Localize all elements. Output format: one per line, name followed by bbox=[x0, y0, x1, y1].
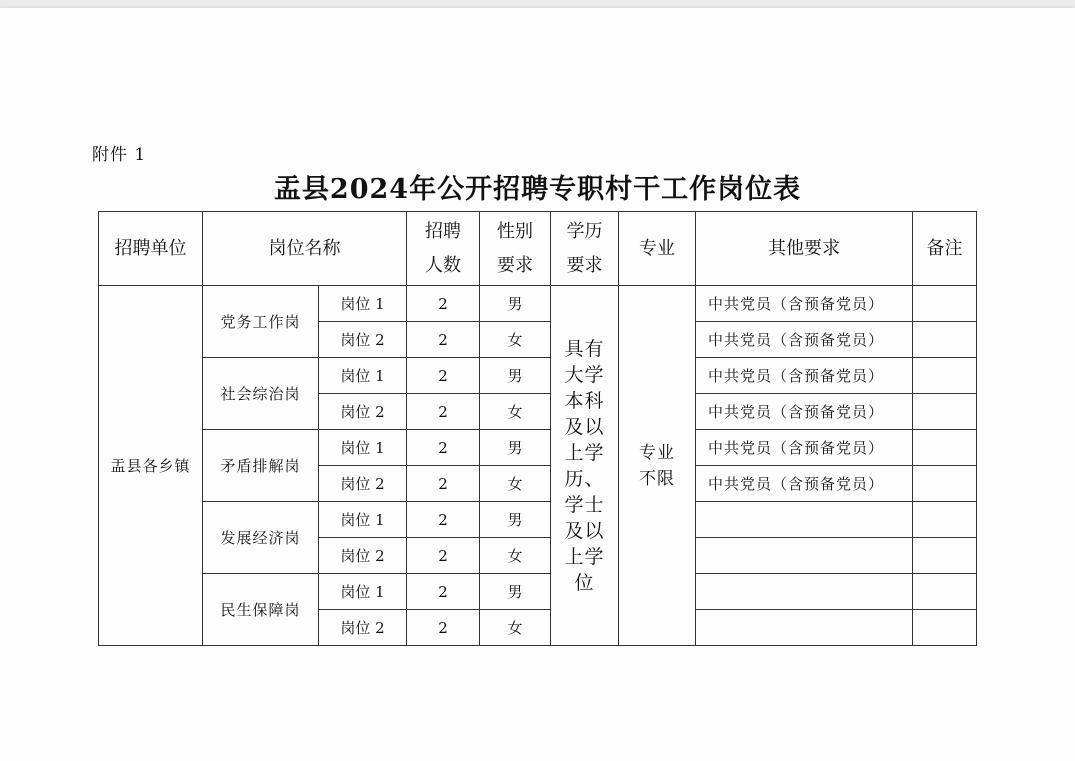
education-cell bbox=[551, 286, 619, 646]
other-requirements-cell bbox=[696, 538, 913, 574]
header-unit: 招聘单位 bbox=[99, 212, 203, 286]
gender-cell: 女 bbox=[480, 322, 551, 358]
position-name-cell: 发展经济岗 bbox=[203, 502, 319, 574]
remarks-cell bbox=[913, 322, 977, 358]
other-requirements-cell: 中共党员（含预备党员） bbox=[696, 358, 913, 394]
unit-cell: 盂县各乡镇 bbox=[99, 286, 203, 646]
headcount-cell: 2 bbox=[407, 610, 480, 646]
headcount-cell: 2 bbox=[407, 430, 480, 466]
remarks-cell bbox=[913, 574, 977, 610]
other-requirements-cell bbox=[696, 574, 913, 610]
gender-cell: 男 bbox=[480, 574, 551, 610]
sub-position-cell: 岗位 2 bbox=[319, 394, 407, 430]
education-text: 具有大学本科及以上学历、学士及以上学位 bbox=[564, 337, 605, 594]
gender-cell: 男 bbox=[480, 286, 551, 322]
header-remarks: 备注 bbox=[913, 212, 977, 286]
gender-cell: 男 bbox=[480, 358, 551, 394]
other-requirements-cell: 中共党员（含预备党员） bbox=[696, 430, 913, 466]
header-major: 专业 bbox=[619, 212, 696, 286]
other-requirements-cell: 中共党员（含预备党员） bbox=[696, 394, 913, 430]
document-page bbox=[0, 8, 1075, 761]
gender-cell: 女 bbox=[480, 466, 551, 502]
header-education-text: 学历要求 bbox=[566, 220, 603, 276]
header-headcount-text: 招聘人数 bbox=[425, 220, 461, 276]
sub-position-cell: 岗位 2 bbox=[319, 322, 407, 358]
sub-position-cell: 岗位 2 bbox=[319, 466, 407, 502]
positions-table bbox=[98, 211, 977, 646]
major-text: 专业不限 bbox=[638, 442, 675, 489]
other-requirements-cell: 中共党员（含预备党员） bbox=[696, 466, 913, 502]
gender-cell: 女 bbox=[480, 610, 551, 646]
headcount-cell: 2 bbox=[407, 466, 480, 502]
sub-position-cell: 岗位 1 bbox=[319, 286, 407, 322]
position-name-cell: 社会综治岗 bbox=[203, 358, 319, 430]
header-gender-text: 性别要求 bbox=[497, 220, 533, 276]
remarks-cell bbox=[913, 286, 977, 322]
gender-cell: 女 bbox=[480, 538, 551, 574]
headcount-cell: 2 bbox=[407, 358, 480, 394]
remarks-cell bbox=[913, 502, 977, 538]
table-row bbox=[99, 286, 977, 322]
table-row bbox=[99, 358, 977, 394]
gender-cell: 男 bbox=[480, 430, 551, 466]
remarks-cell bbox=[913, 610, 977, 646]
headcount-cell: 2 bbox=[407, 574, 480, 610]
table-row bbox=[99, 574, 977, 610]
position-name-cell: 民生保障岗 bbox=[203, 574, 319, 646]
remarks-cell bbox=[913, 538, 977, 574]
header-row bbox=[99, 212, 977, 286]
header-other: 其他要求 bbox=[696, 212, 913, 286]
attachment-label: 附件 1 bbox=[92, 145, 147, 165]
gender-cell: 男 bbox=[480, 502, 551, 538]
headcount-cell: 2 bbox=[407, 322, 480, 358]
other-requirements-cell: 中共党员（含预备党员） bbox=[696, 322, 913, 358]
gender-cell: 女 bbox=[480, 394, 551, 430]
remarks-cell bbox=[913, 430, 977, 466]
sub-position-cell: 岗位 1 bbox=[319, 574, 407, 610]
headcount-cell: 2 bbox=[407, 502, 480, 538]
header-position-name: 岗位名称 bbox=[203, 212, 407, 286]
sub-position-cell: 岗位 1 bbox=[319, 358, 407, 394]
header-education bbox=[551, 212, 619, 286]
table-row bbox=[99, 430, 977, 466]
positions-table-body bbox=[99, 286, 977, 646]
sub-position-cell: 岗位 2 bbox=[319, 610, 407, 646]
table-row bbox=[99, 502, 977, 538]
header-headcount bbox=[407, 212, 480, 286]
sub-position-cell: 岗位 1 bbox=[319, 430, 407, 466]
sub-position-cell: 岗位 1 bbox=[319, 502, 407, 538]
headcount-cell: 2 bbox=[407, 286, 480, 322]
headcount-cell: 2 bbox=[407, 538, 480, 574]
remarks-cell bbox=[913, 466, 977, 502]
remarks-cell bbox=[913, 394, 977, 430]
remarks-cell bbox=[913, 358, 977, 394]
document-title: 盂县2024年公开招聘专职村干工作岗位表 bbox=[273, 174, 802, 205]
position-name-cell: 矛盾排解岗 bbox=[203, 430, 319, 502]
other-requirements-cell: 中共党员（含预备党员） bbox=[696, 286, 913, 322]
position-name-cell: 党务工作岗 bbox=[203, 286, 319, 358]
major-cell bbox=[619, 286, 696, 646]
sub-position-cell: 岗位 2 bbox=[319, 538, 407, 574]
header-gender bbox=[480, 212, 551, 286]
other-requirements-cell bbox=[696, 610, 913, 646]
headcount-cell: 2 bbox=[407, 394, 480, 430]
other-requirements-cell bbox=[696, 502, 913, 538]
